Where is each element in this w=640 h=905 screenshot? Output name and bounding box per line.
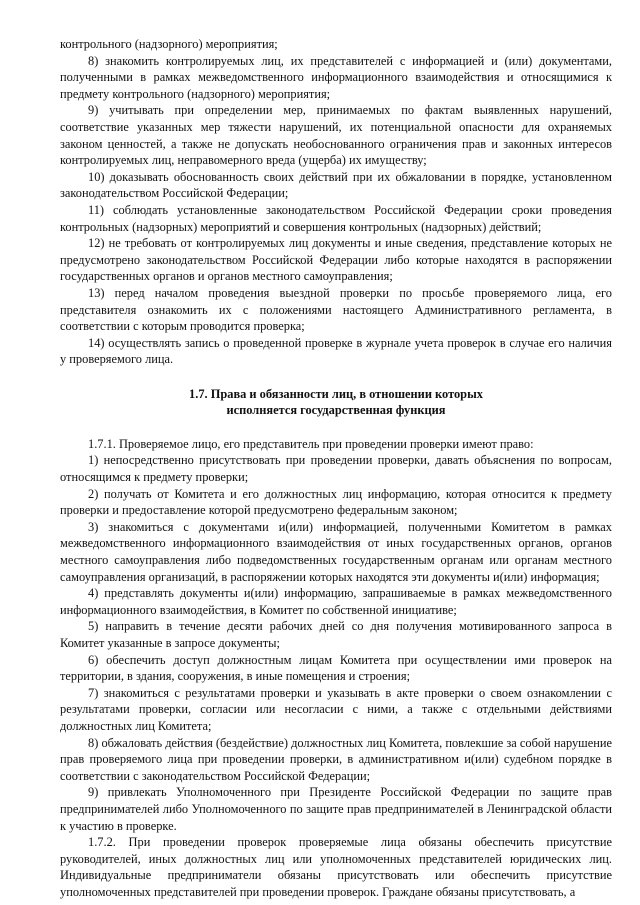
obligation-item-10: 10) доказывать обоснованность своих действий при их обжаловании в порядке, установленном законодательством Российской Федерации; [60, 169, 612, 201]
bottom-section [60, 436, 612, 901]
clause-1-7-2: 1.7.2. При проведении проверок проверяемые лица обязаны обеспечить присутствие руководителей, иных должностных лиц или уполномоченных представителей юридических лиц. Индивидуальные предприниматели обязаны присутствовать или обеспечить присутствие уполномоченных представителей при проведении проверок. Граждане обязаны присутствовать, а [60, 835, 612, 899]
obligation-item-9: 9) учитывать при определении мер, принимаемых по фактам выявленных нарушений, соответствие указанных мер тяжести нарушений, их потенциальной опасности для охраняемых законом ценностей, а также не допускать необоснованного ограничения прав и законных интересов контролируемых лиц, неправомерного вреда (ущерба) их имуществу; [60, 103, 612, 168]
right-item-3: 3) знакомиться с документами и(или) информацией, полученными Комитетом в рамках межведомственного информационного взаимодействия от иных государственных органов, органов местного самоуправления либо подведомственных государственным органам или органам местного самоуправления организаций, в распоряжении которых находятся эти документы и(или) информация; [60, 519, 612, 584]
right-item-9: 9) привлекать Уполномоченного при Президенте Российской Федерации по защите прав предпринимателей либо Уполномоченного по защите прав предпринимателей в Ленинградской области к участию в проверке. [60, 785, 612, 833]
section-heading-line-1: 1.7. Права и обязанности лиц, в отношении которых [189, 386, 483, 401]
obligation-item-12: 12) не требовать от контролируемых лиц документы и иные сведения, представление которых не предусмотрено законодательством Российской Федерации либо которые находятся в распоряжении государственных органов и органов местного самоуправления; [60, 236, 612, 284]
right-item-5: 5) направить в течение десяти рабочих дней со дня получения мотивированного запроса в Комитет указанные в запросе документы; [60, 619, 612, 650]
clause-1-7-1: 1.7.1. Проверяемое лицо, его представитель при проведении проверки имеют право: [88, 436, 534, 451]
section-heading-line-2: исполняется государственная функция [226, 402, 446, 417]
right-item-7: 7) знакомиться с результатами проверки и указывать в акте проверки о своем ознакомлении с результатами проверки, согласии или несогласии с ними, а также с отдельными действиями должностных лиц Комитета; [60, 685, 612, 733]
right-item-8: 8) обжаловать действия (бездействие) должностных лиц Комитета, повлекшие за собой нарушение прав проверяемого лица при проведении проверки, в административном и(или) судебном порядке в соответствии с законодательством Российской Федерации; [60, 735, 612, 783]
paragraph-continuation: контрольного (надзорного) мероприятия; [60, 37, 278, 51]
top-section [60, 36, 612, 368]
right-item-6: 6) обеспечить доступ должностным лицам Комитета при осуществлении ими проверок на территории, в здания, сооружения, в иные помещения и строения; [60, 652, 612, 684]
obligation-item-14: 14) осуществлять запись о проведенной проверке в журнале учета проверок в случае его наличия у проверяемого лица. [60, 335, 612, 367]
obligation-item-13: 13) перед началом проведения выездной проверки по просьбе проверяемого лица, его представителя ознакомить их с положениями настоящего Административного регламента, в соответствии с которым проводится проверка; [60, 285, 612, 334]
right-item-2: 2) получать от Комитета и его должностных лиц информацию, которая относится к предмету проверки и предоставление которой предусмотрено федеральным законом; [60, 486, 612, 518]
section-heading [60, 386, 612, 418]
obligation-item-8: 8) знакомить контролируемых лиц, их представителей с информацией и (или) документами, полученными в рамках межведомственного информационного взаимодействия и относящимися к предмету контрольного (надзорного) мероприятия; [60, 53, 612, 101]
right-item-1: 1) непосредственно присутствовать при проведении проверки, давать объяснения по вопросам, относящимся к предмету проверки; [60, 453, 612, 485]
right-item-4: 4) представлять документы и(или) информацию, запрашиваемые в рамках межведомственного информационного взаимодействия, в Комитет по собственной инициативе; [60, 586, 612, 617]
obligation-item-11: 11) соблюдать установленные законодательством Российской Федерации сроки проведения контрольных (надзорных) мероприятий и совершения контрольных (надзорных) действий; [60, 202, 612, 234]
